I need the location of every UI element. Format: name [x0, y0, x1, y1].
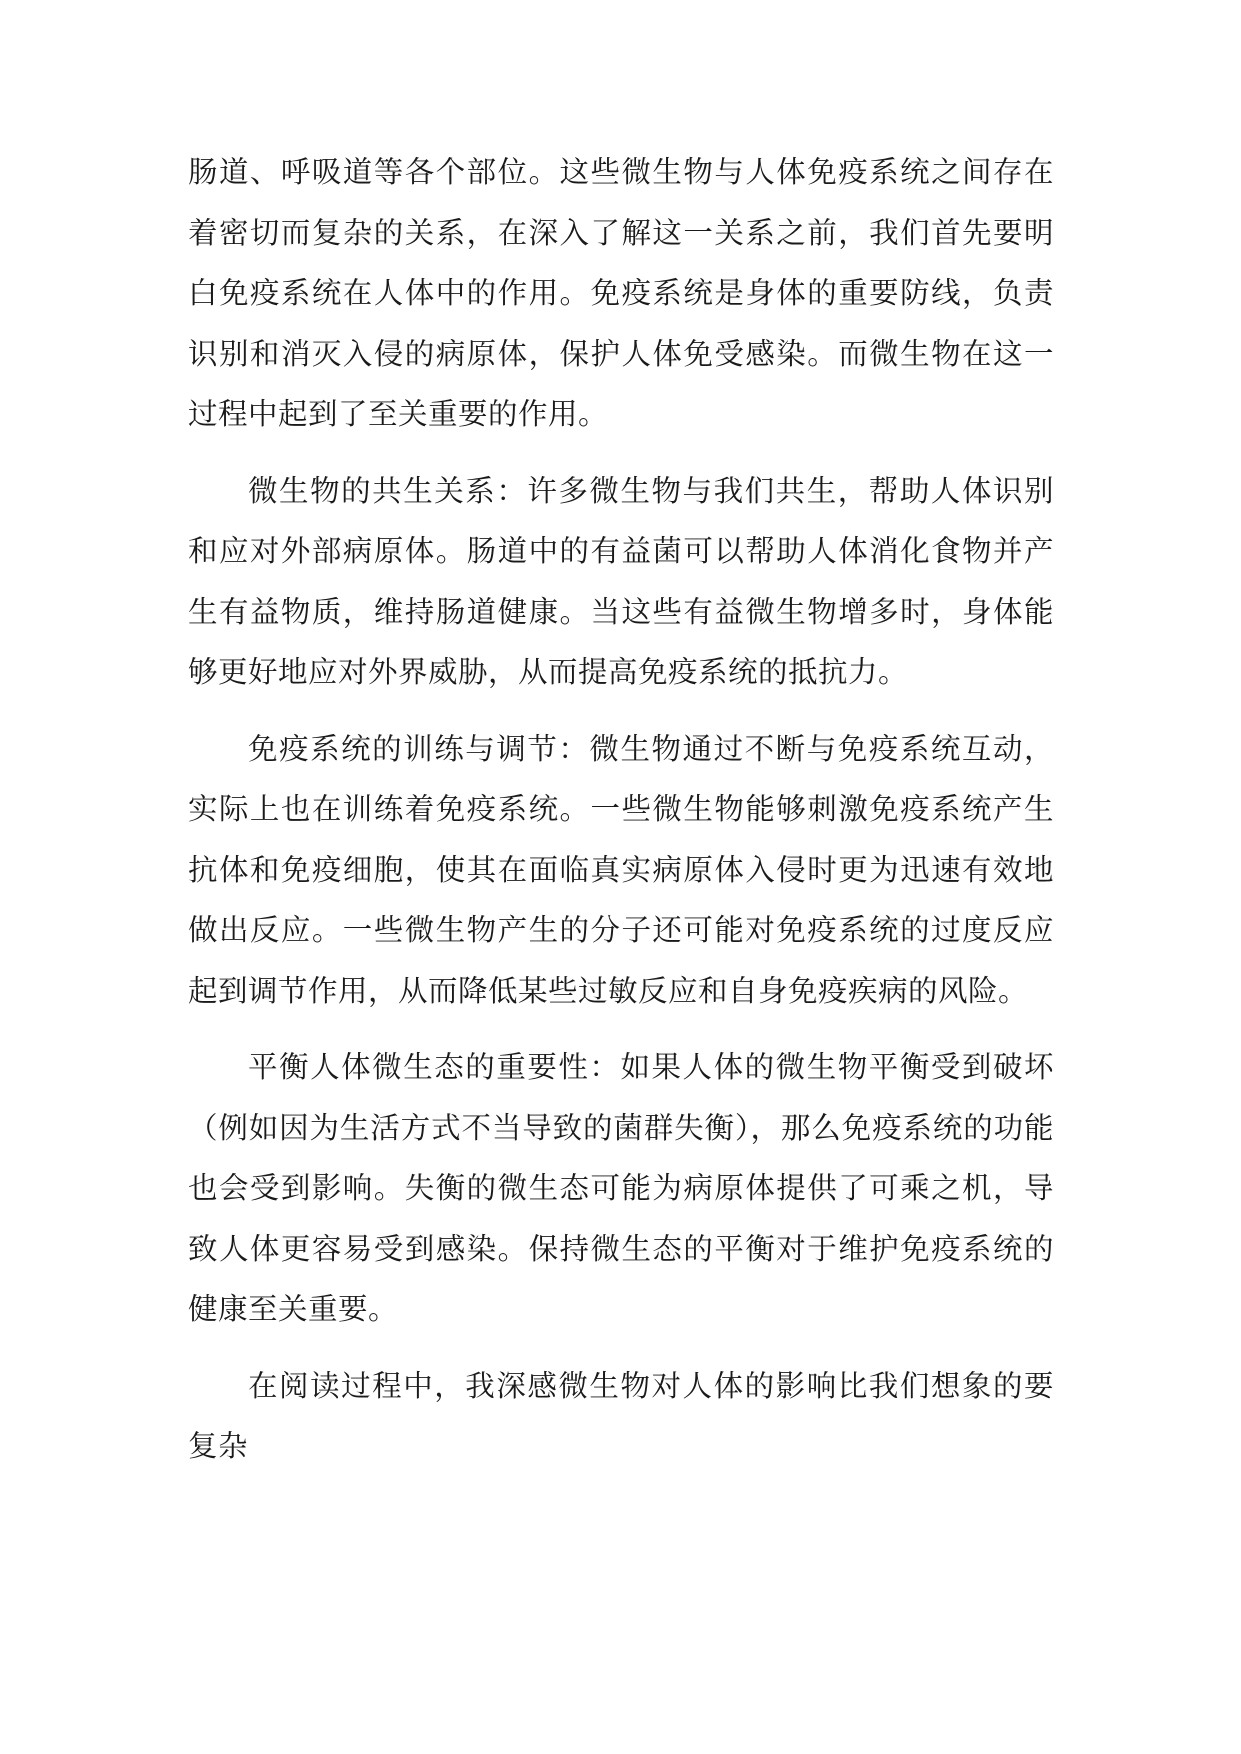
- paragraph-intro-continued: 肠道、呼吸道等各个部位。这些微生物与人体免疫系统之间存在着密切而复杂的关系，在深入了解这一关系之前，我们首先要明白免疫系统在人体中的作用。免疫系统是身体的重要防线，负责识别和消灭入侵的病原体，保护人体免受感染。而微生物在这一过程中起到了至关重要的作用。: [188, 155, 1054, 431]
- paragraph-reflection: 在阅读过程中，我深感微生物对人体的影响比我们想象的要复杂: [188, 1368, 1054, 1463]
- paragraph-immune-training: 免疫系统的训练与调节：微生物通过不断与免疫系统互动，实际上也在训练着免疫系统。一些微生物能够刺激免疫系统产生抗体和免疫细胞，使其在面临真实病原体入侵时更为迅速有效地做出反应。一些微生物产生的分子还可能对免疫系统的过度反应起到调节作用，从而降低某些过敏反应和自身免疫疾病的风险。: [188, 731, 1054, 1008]
- document-page: [188, 142, 1054, 1477]
- paragraph-symbiosis: 微生物的共生关系：许多微生物与我们共生，帮助人体识别和应对外部病原体。肠道中的有益菌可以帮助人体消化食物并产生有益物质，维持肠道健康。当这些有益微生物增多时，身体能够更好地应对外界威胁，从而提高免疫系统的抵抗力。: [188, 473, 1054, 689]
- paragraph-microbiome-balance: 平衡人体微生态的重要性：如果人体的微生物平衡受到破坏（例如因为生活方式不当导致的菌群失衡），那么免疫系统的功能也会受到影响。失衡的微生态可能为病原体提供了可乘之机，导致人体更容易受到感染。保持微生态的平衡对于维护免疫系统的健康至关重要。: [188, 1050, 1054, 1326]
